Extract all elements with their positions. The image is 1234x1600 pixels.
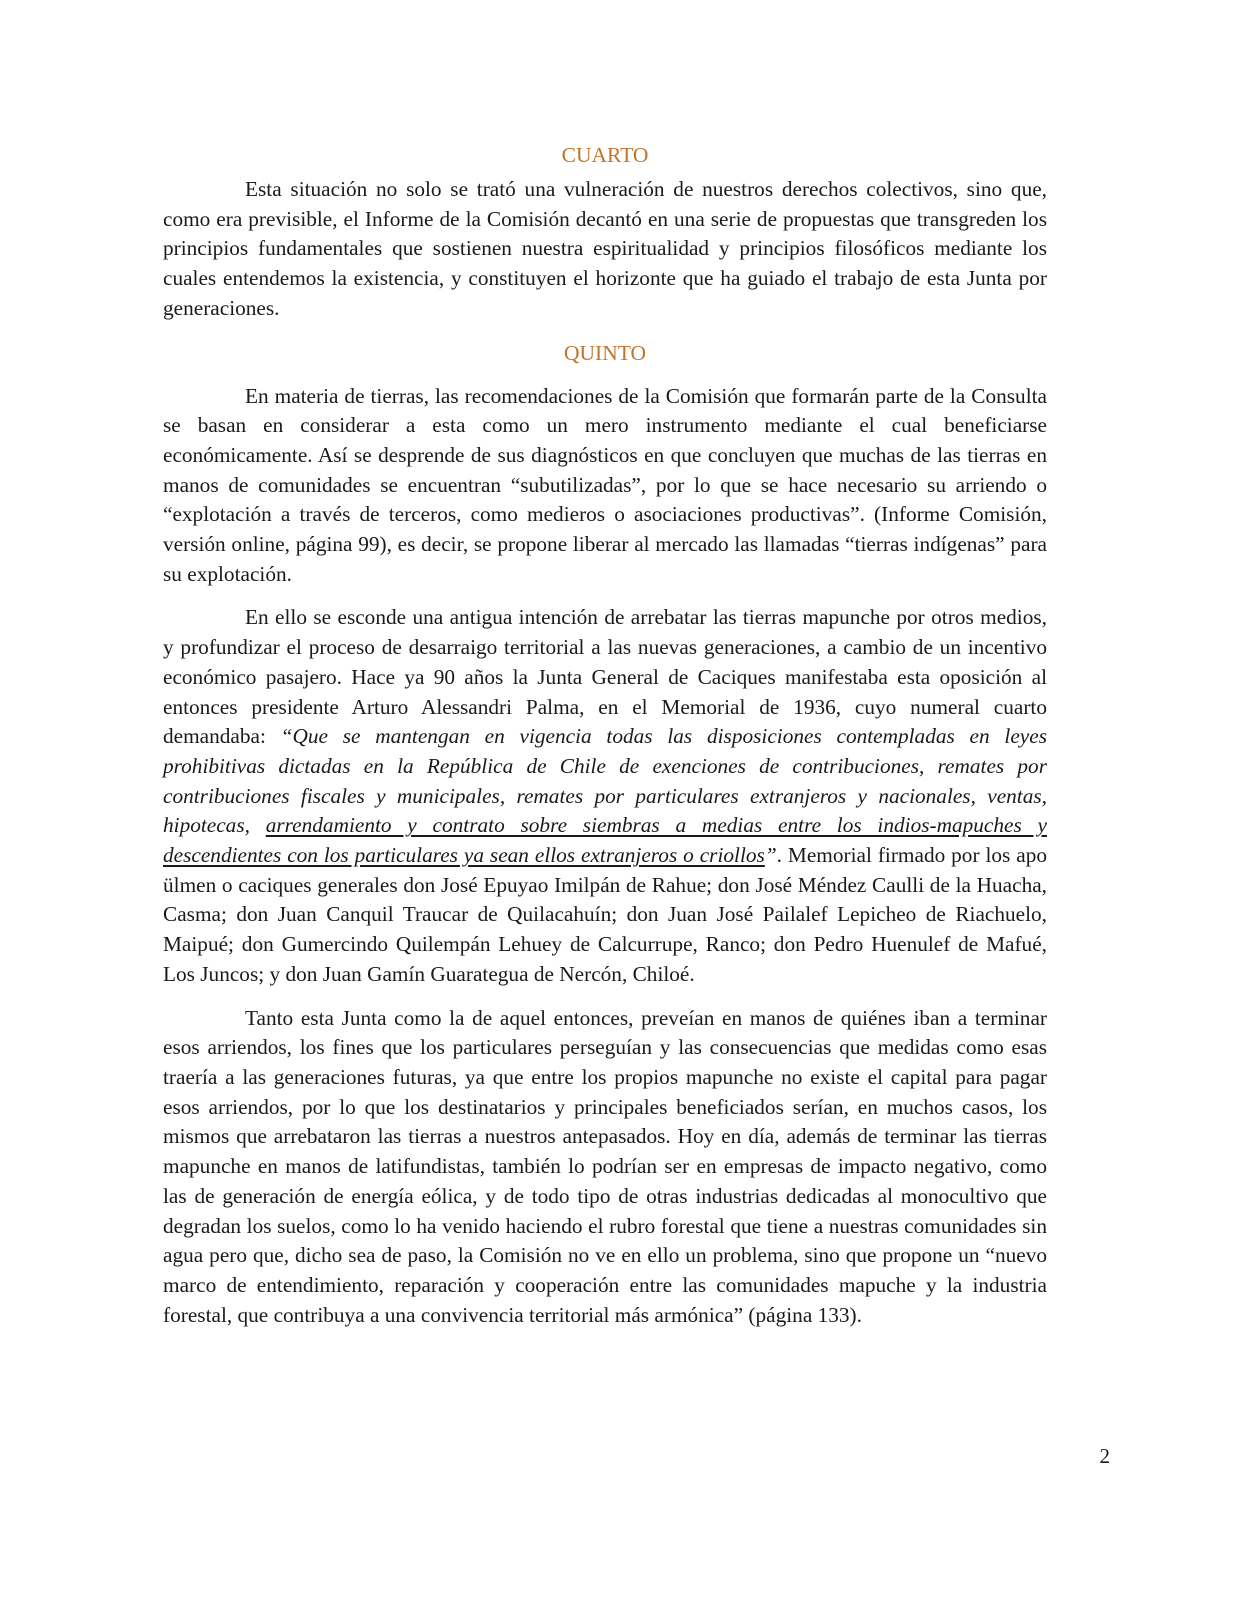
memorial-quote-close: ” [764,843,777,868]
page-number: 2 [1099,1444,1110,1468]
memorial-signatories-text: . Memorial firmado por los apo ülmen o caciques generales don José Epuyao Imilpán de Rahue; don José Méndez Caulli de la Huacha, Casma; don Juan Canquil Traucar de Quilacahuín; don Juan José Pailalef Lepicheo de Riachuelo, Maipué; don Gumercindo Quilempán Lehuey de Calcurrupe, Ranco; don Pedro Huenulef de Mafué, Los Juncos; y don Juan Gamín Guarategua de Nercón, Chiloé. [163,843,1048,986]
paragraph-arriendos: Tanto esta Junta como la de aquel entonces, preveían en manos de quiénes iban a terminar esos arriendos, los fines que los particulares perseguían y las consecuencias que medidas como esas traería a las generaciones futuras, ya que entre los propios mapunche no existe el capital para pagar esos arriendos, por lo que los destinatarios y principales beneficiados serían, en muchos casos, los mismos que arrebataron las tierras a nuestros antepasados. Hoy en día, además de terminar las tierras mapunche en manos de latifundistas, también lo podrían ser en empresas de impacto negativo, como las de generación de energía eólica, y de todo tipo de otras industrias dedicadas al monocultivo que degradan los suelos, como lo ha venido haciendo el rubro forestal que tiene a nuestras comunidades sin agua pero que, dicho sea de paso, la Comisión no ve en ello un problema, sino que propone un “nuevo marco de entendimiento, reparación y cooperación entre las comunidades mapuche y la industria forestal, que contribuya a una convivencia territorial más armónica” (página 133). [163,1005,1047,1327]
memorial-intro-text: En ello se esconde una antigua intención de arrebatar las tierras mapunche por otros medios, y profundizar el proceso de desarraigo territorial a las nuevas generaciones, a cambio de un incentivo económico pasajero. Hace ya 90 años la Junta General de Caciques manifestaba esta oposición al entonces presidente Arturo Alessandri Palma, en el Memorial de 1936, cuyo numeral cuarto demandaba: [163,605,1047,749]
document-body [163,140,1047,1330]
paragraph-tierras: En materia de tierras, las recomendaciones de la Comisión que formarán parte de la Consulta se basan en considerar a esta como un mero instrumento mediante el cual beneficiarse económicamente. Así se desprende de sus diagnósticos en que concluyen que muchas de las tierras en manos de comunidades se encuentran “subutilizadas”, por lo que se hace necesario su arriendo o “explotación a través de terceros, como medieros o asociaciones productivas”. (Informe Comisión, versión online, página 99), es decir, se propone liberar al mercado las llamadas “tierras indígenas” para su explotación. [163,383,1047,586]
memorial-quote-underlined: arrendamiento y contrato sobre siembras a medias entre los indios-mapuches y descendientes con los particulares ya sean ellos extranjeros o criollos [163,813,1047,868]
paragraph-cuarto: Esta situación no solo se trató una vulneración de nuestros derechos colectivos, sino que, como era previsible, el Informe de la Comisión decantó en una serie de propuestas que transgreden los principios fundamentales que sostienen nuestra espiritualidad y principios filosóficos mediante los cuales entendemos la existencia, y constituyen el horizonte que ha guiado el trabajo de esta Junta por generaciones. [163,177,1047,320]
section-heading-quinto: QUINTO [563,340,646,365]
paragraph-memorial [163,603,1047,989]
section-heading-cuarto: CUARTO [561,143,649,167]
memorial-quote-text: “Que se mantengan en vigencia todas las disposiciones contempladas en leyes prohibitivas dictadas en la República de Chile de exenciones de contribuciones, remates por contribuciones fiscales y municipales, remates por particulares extranjeros y nacionales, ventas, hipotecas, [163,724,1047,838]
